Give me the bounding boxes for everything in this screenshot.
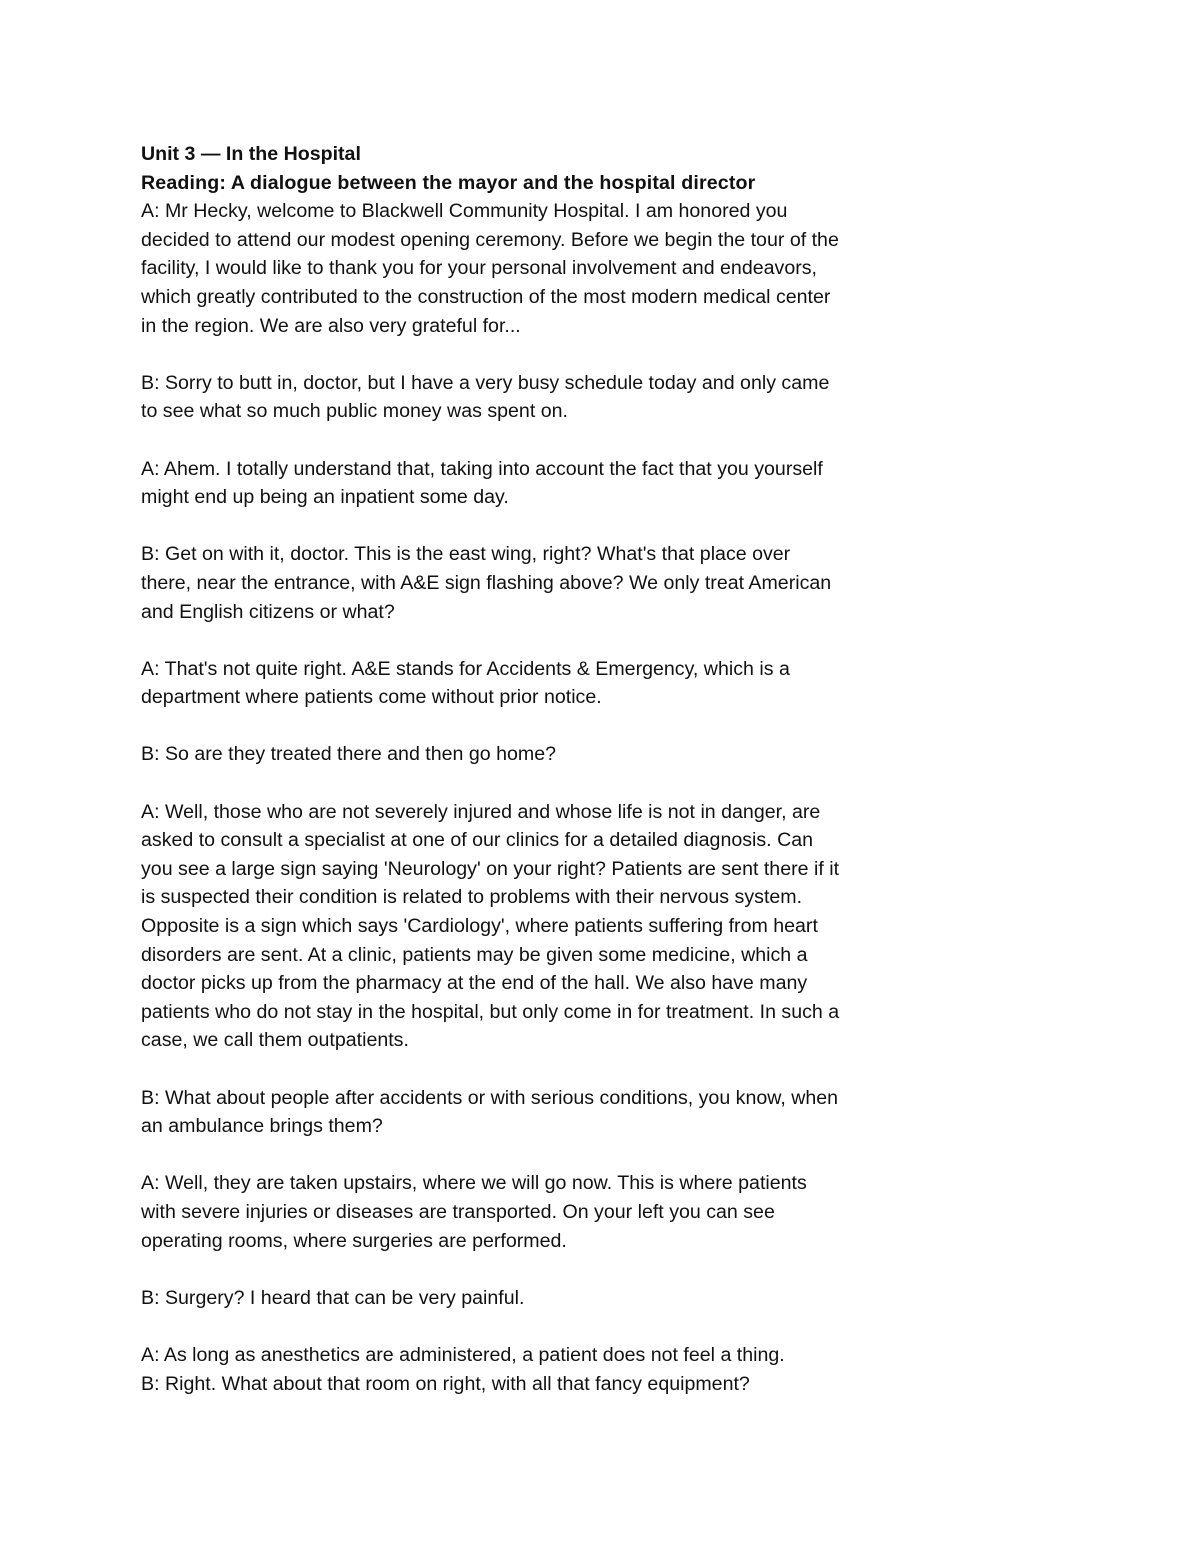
document-body: [141, 140, 931, 1398]
paragraph-spacer: [141, 1312, 931, 1341]
dialogue-paragraph: B: So are they treated there and then go home?: [141, 743, 557, 766]
dialogue-paragraph: A: Mr Hecky, welcome to Blackwell Community Hospital. I am honored you decided to attend our modest opening ceremony. Before we begin the tour of the facility, I would like to thank you for your personal involvement and endeavors, which greatly contributed to the construction of the most modern medical center in the region. We are also very grateful for...: [141, 200, 839, 337]
paragraph-spacer: [141, 1141, 931, 1170]
paragraph-spacer: [141, 626, 931, 655]
dialogue-paragraph: A: Well, they are taken upstairs, where we will go now. This is where patients with severe injuries or diseases are transported. On your left you can see operating rooms, where surgeries are performed.: [141, 1172, 807, 1252]
paragraph-spacer: [141, 769, 931, 798]
dialogue-paragraph: A: As long as anesthetics are administered, a patient does not feel a thing.: [141, 1343, 785, 1366]
unit-title: Unit 3 — In the Hospital: [141, 143, 361, 165]
paragraph-spacer: [141, 340, 931, 369]
dialogue-paragraph: B: What about people after accidents or with serious conditions, you know, when an ambulance brings them?: [141, 1086, 839, 1138]
dialogue-paragraph: B: Sorry to butt in, doctor, but I have a very busy schedule today and only came to see what so much public money was spent on.: [141, 371, 830, 423]
paragraph-spacer: [141, 712, 931, 741]
dialogue-paragraph: A: Ahem. I totally understand that, taking into account the fact that you yourself might end up being an inpatient some day.: [141, 457, 823, 509]
dialogue-paragraph: B: Right. What about that room on right, with all that fancy equipment?: [141, 1372, 750, 1395]
paragraph-spacer: [141, 512, 931, 541]
dialogue-paragraph: A: Well, those who are not severely injured and whose life is not in danger, are asked to consult a specialist at one of our clinics for a detailed diagnosis. Can you see a large sign saying 'Neurology' on your right? Patients are sent there if it is suspected their condition is related to problems with their nervous system. Opposite is a sign which says 'Cardiology', where patients suffering from heart disorders are sent. At a clinic, patients may be given some medicine, which a doctor picks up from the pharmacy at the end of the hall. We also have many patients who do not stay in the hospital, but only come in for treatment. In such a case, we call them outpatients.: [141, 800, 840, 1052]
reading-subtitle: Reading: A dialogue between the mayor and the hospital director: [141, 171, 756, 194]
paragraph-spacer: [141, 1255, 931, 1284]
paragraph-spacer: [141, 426, 931, 455]
dialogue-paragraph: A: That's not quite right. A&E stands for Accidents & Emergency, which is a department where patients come without prior notice.: [141, 657, 790, 709]
dialogue-paragraph: B: Surgery? I heard that can be very painful.: [141, 1286, 525, 1309]
dialogue-paragraph: B: Get on with it, doctor. This is the east wing, right? What's that place over there, near the entrance, with A&E sign flashing above? We only treat American and English citizens or what?: [141, 543, 832, 623]
paragraph-spacer: [141, 1055, 931, 1084]
